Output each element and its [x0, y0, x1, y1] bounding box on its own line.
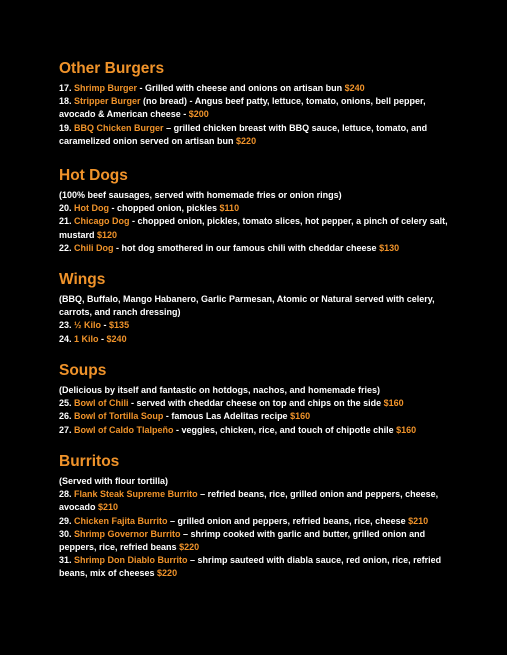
section-title: Soups [59, 362, 107, 379]
item-name: Bowl of Tortilla Soup [74, 411, 164, 422]
item-price: $220 [157, 568, 178, 579]
section-title: Wings [59, 271, 106, 288]
item-number: 29. [59, 515, 72, 526]
item-number: 20. [59, 203, 72, 214]
section-burritos [59, 453, 459, 581]
section-other-burgers [59, 60, 459, 148]
item-number: 27. [59, 424, 72, 435]
item-description: - [98, 333, 107, 344]
item-number: 31. [59, 555, 72, 566]
item-description: - chopped onion, pickles, tomato slices, hot pepper, a pinch of celery salt, mustard [59, 216, 448, 240]
item-price: $160 [396, 424, 417, 435]
item-name: Shrimp Governor Burrito [74, 528, 181, 539]
menu-item [59, 410, 459, 423]
item-number: 21. [59, 216, 72, 227]
menu-item [59, 424, 459, 437]
item-price: $220 [179, 542, 200, 553]
section-hot-dogs [59, 167, 459, 255]
item-number: 19. [59, 122, 72, 133]
item-price: $110 [219, 203, 240, 214]
item-number: 22. [59, 242, 72, 253]
menu-item [59, 554, 459, 580]
item-name: Bowl of Caldo Tlalpeño [74, 424, 174, 435]
section-title: Burritos [59, 453, 120, 470]
item-price: $120 [97, 229, 118, 240]
item-number: 23. [59, 320, 72, 331]
item-number: 18. [59, 96, 72, 107]
item-number: 17. [59, 83, 72, 93]
menu-item [59, 122, 459, 148]
menu-item [59, 515, 459, 528]
item-price: $210 [408, 515, 429, 526]
menu-item [59, 319, 459, 332]
item-number: 24. [59, 333, 72, 344]
item-description: - served with cheddar cheese on top and chips on the side [128, 398, 384, 409]
item-price: $240 [106, 333, 127, 344]
item-description: – grilled chicken breast with BBQ sauce, lettuce, tomato, and caramelized onion served on artisan bun [59, 122, 428, 146]
item-name: ½ Kilo [74, 320, 102, 331]
section-note: (Served with flour tortilla) [59, 476, 169, 486]
item-name: Chili Dog [74, 242, 114, 253]
section-wings [59, 271, 459, 346]
section-title: Hot Dogs [59, 167, 128, 184]
item-description: (no bread) - Angus beef patty, lettuce, tomato, onions, bell pepper, avocado & American cheese - [59, 96, 426, 120]
item-price: $135 [109, 320, 130, 331]
item-description: - famous Las Adelitas recipe [163, 411, 291, 422]
menu-item [59, 528, 459, 554]
item-price: $160 [290, 411, 311, 422]
item-name: Shrimp Don Diablo Burrito [74, 555, 188, 566]
item-name: Shrimp Burger [74, 83, 138, 93]
item-description: – shrimp cooked with garlic and butter, grilled onion and peppers, rice, refried beans [59, 528, 426, 553]
item-name: Stripper Burger [74, 96, 141, 107]
item-name: BBQ Chicken Burger [74, 122, 164, 133]
menu-item [59, 333, 459, 346]
menu-item [59, 215, 459, 241]
section-note: (BBQ, Buffalo, Mango Habanero, Garlic Parmesan, Atomic or Natural served with celery, carrots, and ranch dressing) [59, 294, 435, 318]
item-description: - veggies, chicken, rice, and touch of chipotle chile [173, 424, 397, 435]
item-description: - chopped onion, pickles [109, 203, 220, 214]
item-name: Flank Steak Supreme Burrito [74, 489, 198, 500]
item-description: – refried beans, rice, grilled onion and peppers, cheese, avocado [59, 489, 439, 513]
section-soups [59, 362, 459, 437]
item-description: - Grilled with cheese and onions on artisan bun [137, 83, 345, 93]
item-description: - [101, 320, 110, 331]
item-name: Chicken Fajita Burrito [74, 515, 168, 526]
item-price: $130 [379, 242, 400, 253]
menu-item [59, 95, 459, 121]
menu-item [59, 82, 459, 95]
item-description: – grilled onion and peppers, refried beans, rice, cheese [167, 515, 409, 526]
item-number: 26. [59, 411, 72, 422]
item-price: $210 [98, 502, 119, 513]
item-name: Chicago Dog [74, 216, 130, 227]
menu-item [59, 488, 459, 514]
item-price: $160 [383, 398, 404, 409]
item-price: $220 [236, 135, 257, 146]
menu-item [59, 202, 459, 215]
menu-item [59, 397, 459, 410]
item-name: Hot Dog [74, 203, 110, 214]
item-number: 25. [59, 398, 72, 409]
item-name: 1 Kilo [74, 333, 99, 344]
item-description: - hot dog smothered in our famous chili with cheddar cheese [113, 242, 380, 253]
item-price: $200 [188, 109, 209, 120]
item-description: – shrimp sauteed with diabla sauce, red onion, rice, refried beans, mix of cheeses [59, 555, 442, 579]
item-number: 30. [59, 528, 72, 539]
item-name: Bowl of Chili [74, 398, 129, 409]
menu-item [59, 242, 459, 255]
section-title: Other Burgers [59, 60, 165, 77]
section-note: (100% beef sausages, served with homemade fries or onion rings) [59, 190, 342, 200]
section-note: (Delicious by itself and fantastic on hotdogs, nachos, and homemade fries) [59, 385, 381, 395]
item-price: $240 [344, 83, 365, 93]
item-number: 28. [59, 489, 72, 500]
